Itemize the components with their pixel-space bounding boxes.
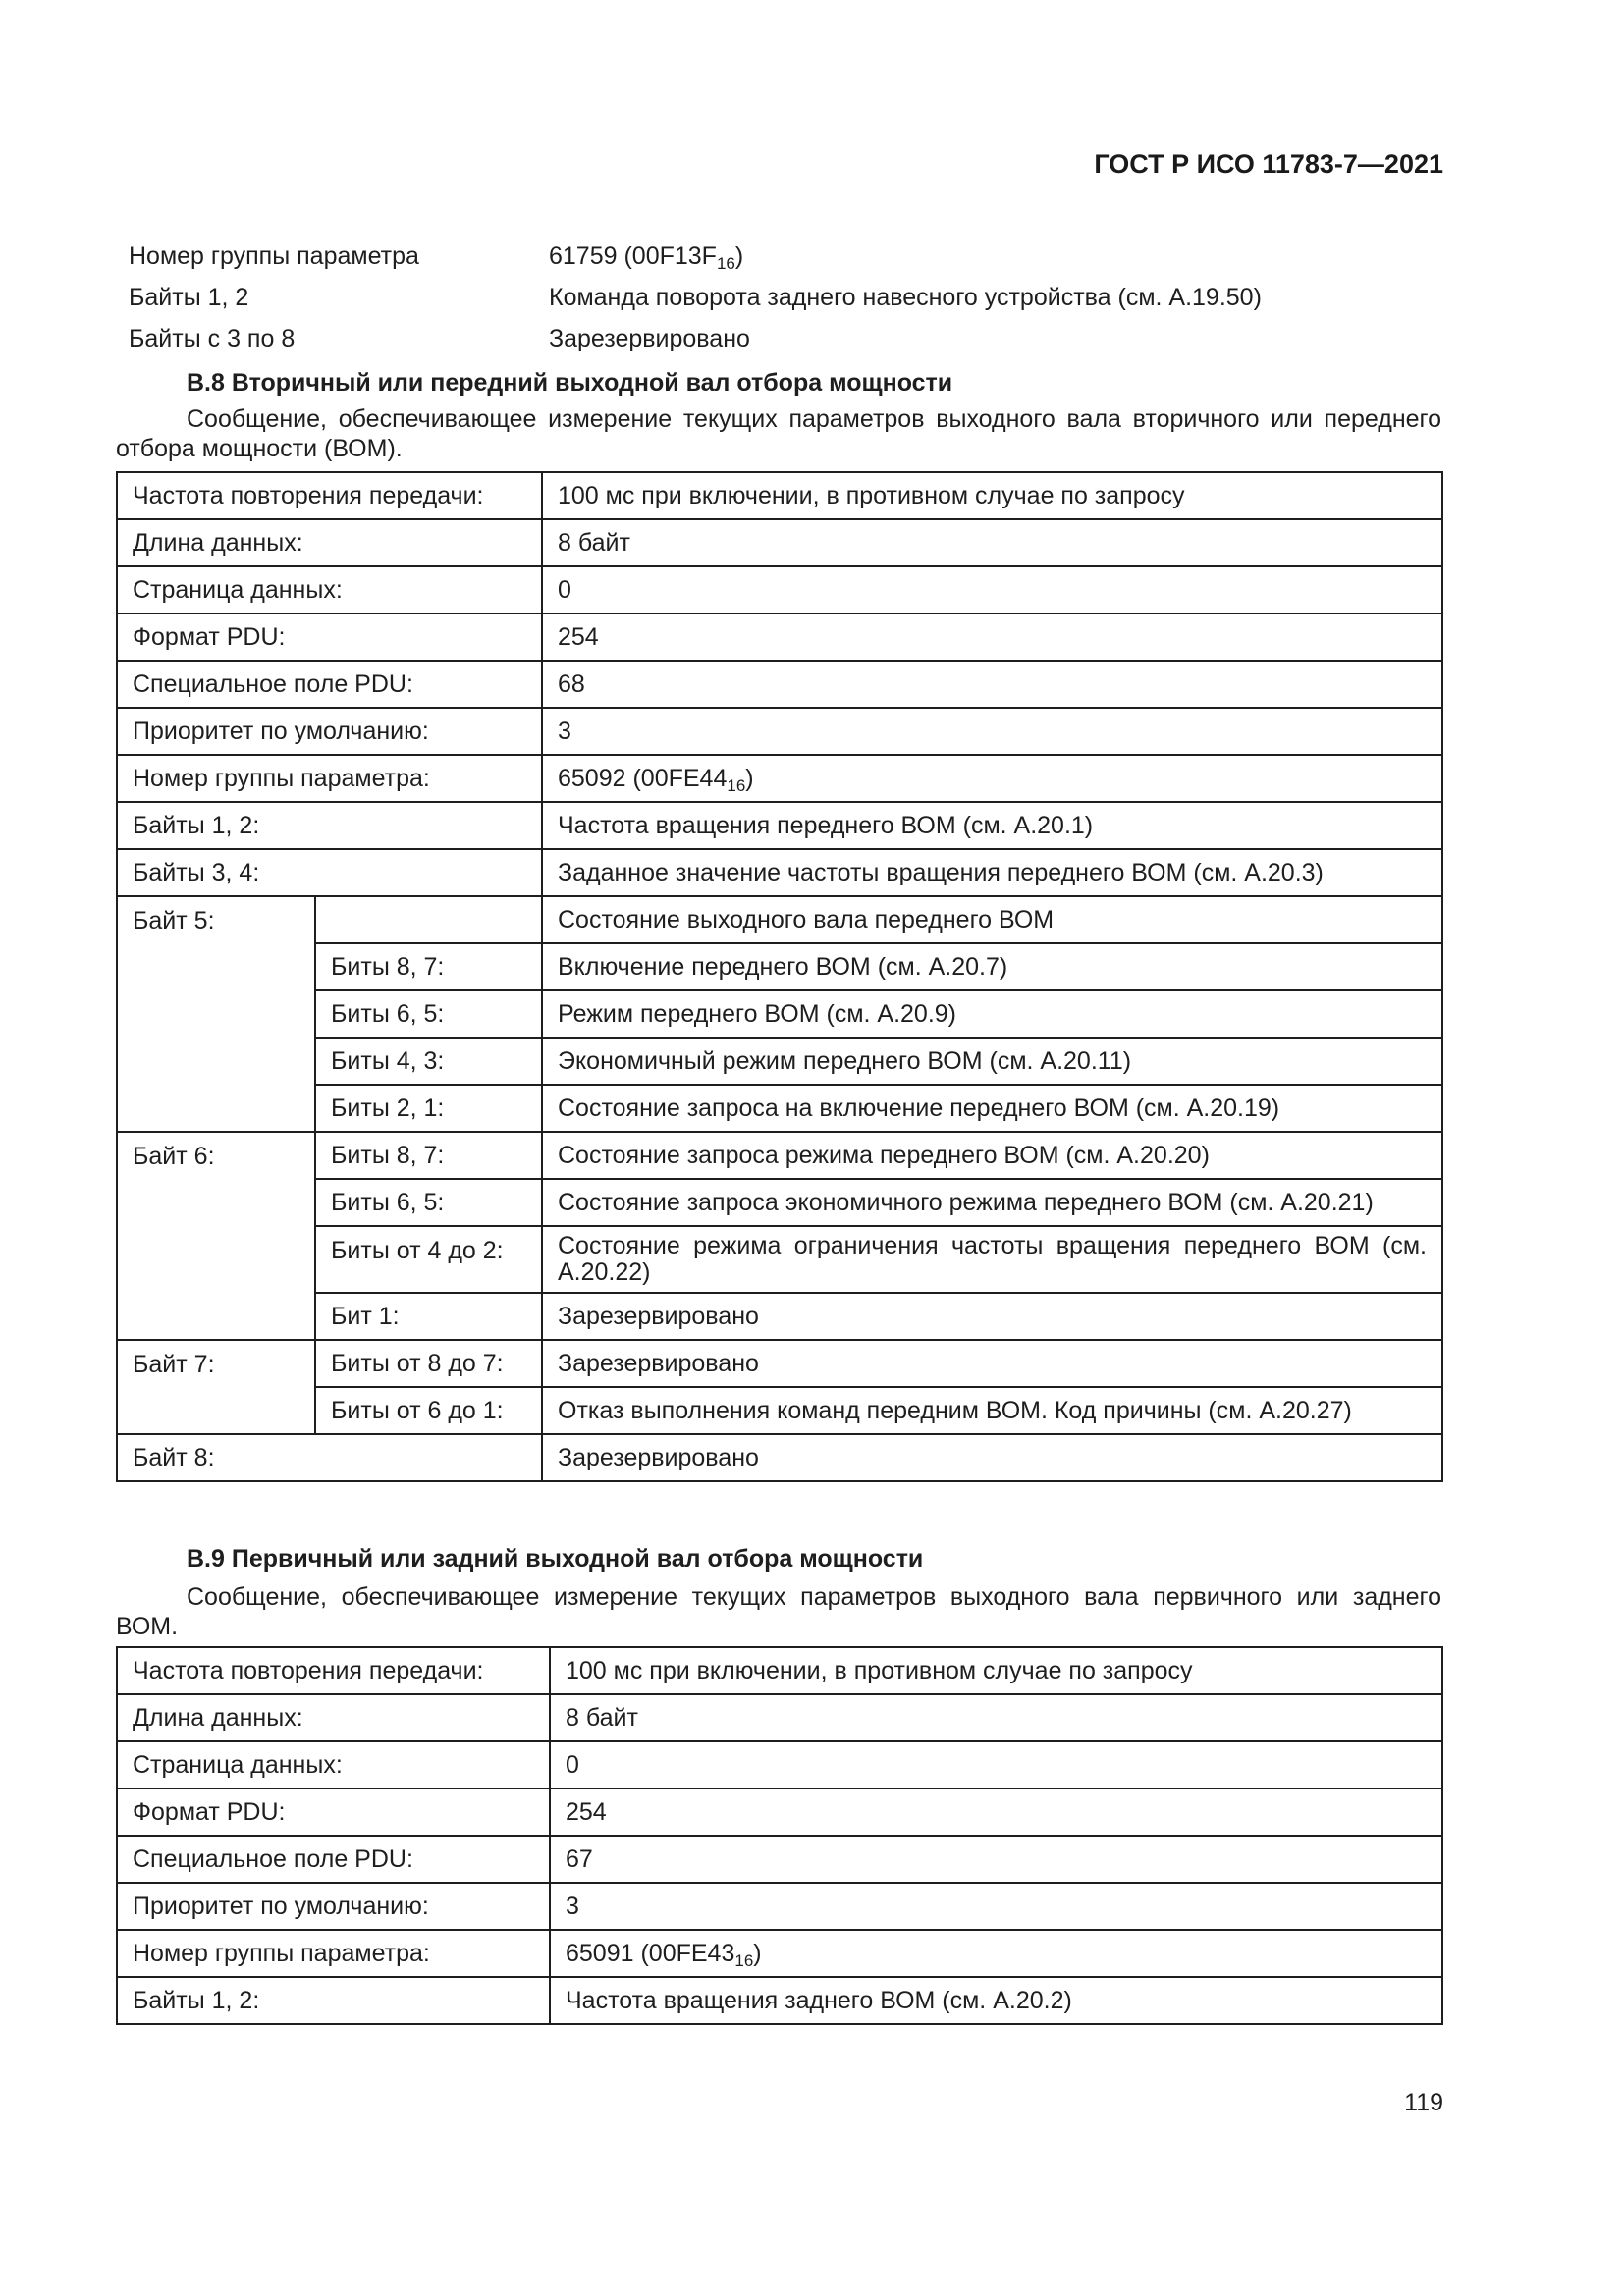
table-cell-label: Формат PDU:: [117, 1789, 550, 1836]
table-row: [117, 1132, 1442, 1179]
table-row: [117, 1789, 1442, 1836]
table-row: [117, 1340, 1442, 1387]
table-row: [117, 566, 1442, 614]
table-row: [117, 1434, 1442, 1481]
page-number: 119: [1404, 2089, 1443, 2116]
table-row: [117, 1387, 1442, 1434]
parameter-key: Байты 1, 2: [129, 284, 249, 311]
bits-cell: Биты от 6 до 1:: [315, 1387, 542, 1434]
table-cell-label: Номер группы параметра:: [117, 1930, 550, 1977]
table-row: [117, 519, 1442, 566]
byte-label: Байт 5:: [117, 896, 315, 1132]
table-row: [117, 1647, 1442, 1694]
table-cell-value: Заданное значение частоты вращения переднего ВОМ (см. А.20.3): [542, 849, 1442, 896]
table-row: [117, 896, 1442, 943]
table-row: [117, 1977, 1442, 2024]
table-cell-value: 8 байт: [542, 519, 1442, 566]
section-heading-b8: В.8 Вторичный или передний выходной вал отбора мощности: [187, 369, 953, 397]
parameter-value: Команда поворота заднего навесного устройства (см. А.19.50): [549, 284, 1262, 311]
table-row: [117, 1694, 1442, 1741]
table-row: [117, 1293, 1442, 1340]
table-cell-value: Состояние режима ограничения частоты вращения переднего ВОМ (см. А.20.22): [542, 1226, 1442, 1293]
parameter-key: Номер группы параметра: [129, 242, 419, 270]
table-cell-value: 67: [550, 1836, 1442, 1883]
table-row: [117, 1038, 1442, 1085]
table-cell-value: Частота вращения заднего ВОМ (см. А.20.2): [550, 1977, 1442, 2024]
bits-cell: Биты 6, 5:: [315, 1179, 542, 1226]
table-cell-value: Отказ выполнения команд передним ВОМ. Код причины (см. А.20.27): [542, 1387, 1442, 1434]
table-cell-value: Состояние запроса режима переднего ВОМ (см. А.20.20): [542, 1132, 1442, 1179]
table-cell-label: Номер группы параметра:: [117, 755, 542, 802]
table-cell-value: 8 байт: [550, 1694, 1442, 1741]
table-row: [117, 1226, 1442, 1293]
byte-label: Байт 8:: [117, 1434, 542, 1481]
bits-cell: Биты от 4 до 2:: [315, 1226, 542, 1293]
table-row: [117, 1741, 1442, 1789]
table-row: [117, 661, 1442, 708]
table-cell-label: Специальное поле PDU:: [117, 1836, 550, 1883]
table-cell-label: Страница данных:: [117, 566, 542, 614]
parameter-value: Зарезервировано: [549, 325, 750, 352]
bits-cell: Биты 4, 3:: [315, 1038, 542, 1085]
table-cell-value: 3: [550, 1883, 1442, 1930]
table-cell-label: Длина данных:: [117, 519, 542, 566]
table-cell-label: Приоритет по умолчанию:: [117, 1883, 550, 1930]
pto-front-table: [116, 471, 1443, 1482]
table-cell-label: Приоритет по умолчанию:: [117, 708, 542, 755]
table-row: [117, 1883, 1442, 1930]
table-cell-value: Экономичный режим переднего ВОМ (см. А.20.11): [542, 1038, 1442, 1085]
table-row: [117, 472, 1442, 519]
table-cell-value: Состояние выходного вала переднего ВОМ: [542, 896, 1442, 943]
table-cell-value: Состояние запроса на включение переднего ВОМ (см. А.20.19): [542, 1085, 1442, 1132]
bits-cell: Биты 2, 1:: [315, 1085, 542, 1132]
document-header: ГОСТ Р ИСО 11783-7—2021: [1094, 149, 1443, 179]
table-cell-label: Страница данных:: [117, 1741, 550, 1789]
table-row: [117, 802, 1442, 849]
table-cell-label: Специальное поле PDU:: [117, 661, 542, 708]
parameter-value: 61759 $(00F13F_{16})$: [549, 242, 744, 273]
bits-cell: [315, 896, 542, 943]
section-intro-b9: Сообщение, обеспечивающее измерение текущих параметров выходного вала первичного или заднего ВОМ.: [116, 1583, 1441, 1640]
table-cell-value: Зарезервировано: [542, 1293, 1442, 1340]
table-row: [117, 1085, 1442, 1132]
table-row: [117, 755, 1442, 802]
table-cell-value: Режим переднего ВОМ (см. А.20.9): [542, 990, 1442, 1038]
table-cell-value: 68: [542, 661, 1442, 708]
table-row: [117, 614, 1442, 661]
bits-cell: Бит 1:: [315, 1293, 542, 1340]
table-cell-label: Формат PDU:: [117, 614, 542, 661]
table-row: [117, 943, 1442, 990]
table-cell-label: Байты 3, 4:: [117, 849, 542, 896]
table-row: [117, 1179, 1442, 1226]
table-row: [117, 849, 1442, 896]
table-cell-value: 100 мс при включении, в противном случае по запросу: [542, 472, 1442, 519]
table-cell-label: Частота повторения передачи:: [117, 1647, 550, 1694]
bits-cell: Биты 6, 5:: [315, 990, 542, 1038]
bits-cell: Биты от 8 до 7:: [315, 1340, 542, 1387]
table-cell-label: Байты 1, 2:: [117, 1977, 550, 2024]
table-cell-label: Длина данных:: [117, 1694, 550, 1741]
parameter-key: Байты с 3 по 8: [129, 325, 296, 352]
table-cell-value: 0: [550, 1741, 1442, 1789]
bits-cell: Биты 8, 7:: [315, 943, 542, 990]
pto-rear-table: [116, 1646, 1443, 2025]
table-cell-value: Включение переднего ВОМ (см. А.20.7): [542, 943, 1442, 990]
table-cell-value: 3: [542, 708, 1442, 755]
section-intro-b8: Сообщение, обеспечивающее измерение текущих параметров выходного вала вторичного или переднего отбора мощности (ВОМ).: [116, 405, 1441, 462]
table-cell-value: 254: [550, 1789, 1442, 1836]
table-row: [117, 1930, 1442, 1977]
byte-label: Байт 7:: [117, 1340, 315, 1434]
byte-label: Байт 6:: [117, 1132, 315, 1340]
table-cell-label: Байты 1, 2:: [117, 802, 542, 849]
table-cell-value: Частота вращения переднего ВОМ (см. А.20.1): [542, 802, 1442, 849]
table-cell-value: 65092 $(00FE44_{16})$: [542, 755, 1442, 802]
table-cell-label: Частота повторения передачи:: [117, 472, 542, 519]
table-row: [117, 708, 1442, 755]
table-cell-value: Зарезервировано: [542, 1340, 1442, 1387]
table-cell-value: 254: [542, 614, 1442, 661]
section-heading-b9: В.9 Первичный или задний выходной вал отбора мощности: [187, 1545, 924, 1573]
table-row: [117, 1836, 1442, 1883]
bits-cell: Биты 8, 7:: [315, 1132, 542, 1179]
table-cell-value: 100 мс при включении, в противном случае по запросу: [550, 1647, 1442, 1694]
table-cell-value: 0: [542, 566, 1442, 614]
table-cell-value: Зарезервировано: [542, 1434, 1442, 1481]
table-row: [117, 990, 1442, 1038]
table-cell-value: Состояние запроса экономичного режима переднего ВОМ (см. А.20.21): [542, 1179, 1442, 1226]
table-cell-value: 65091 $(00FE43_{16})$: [550, 1930, 1442, 1977]
